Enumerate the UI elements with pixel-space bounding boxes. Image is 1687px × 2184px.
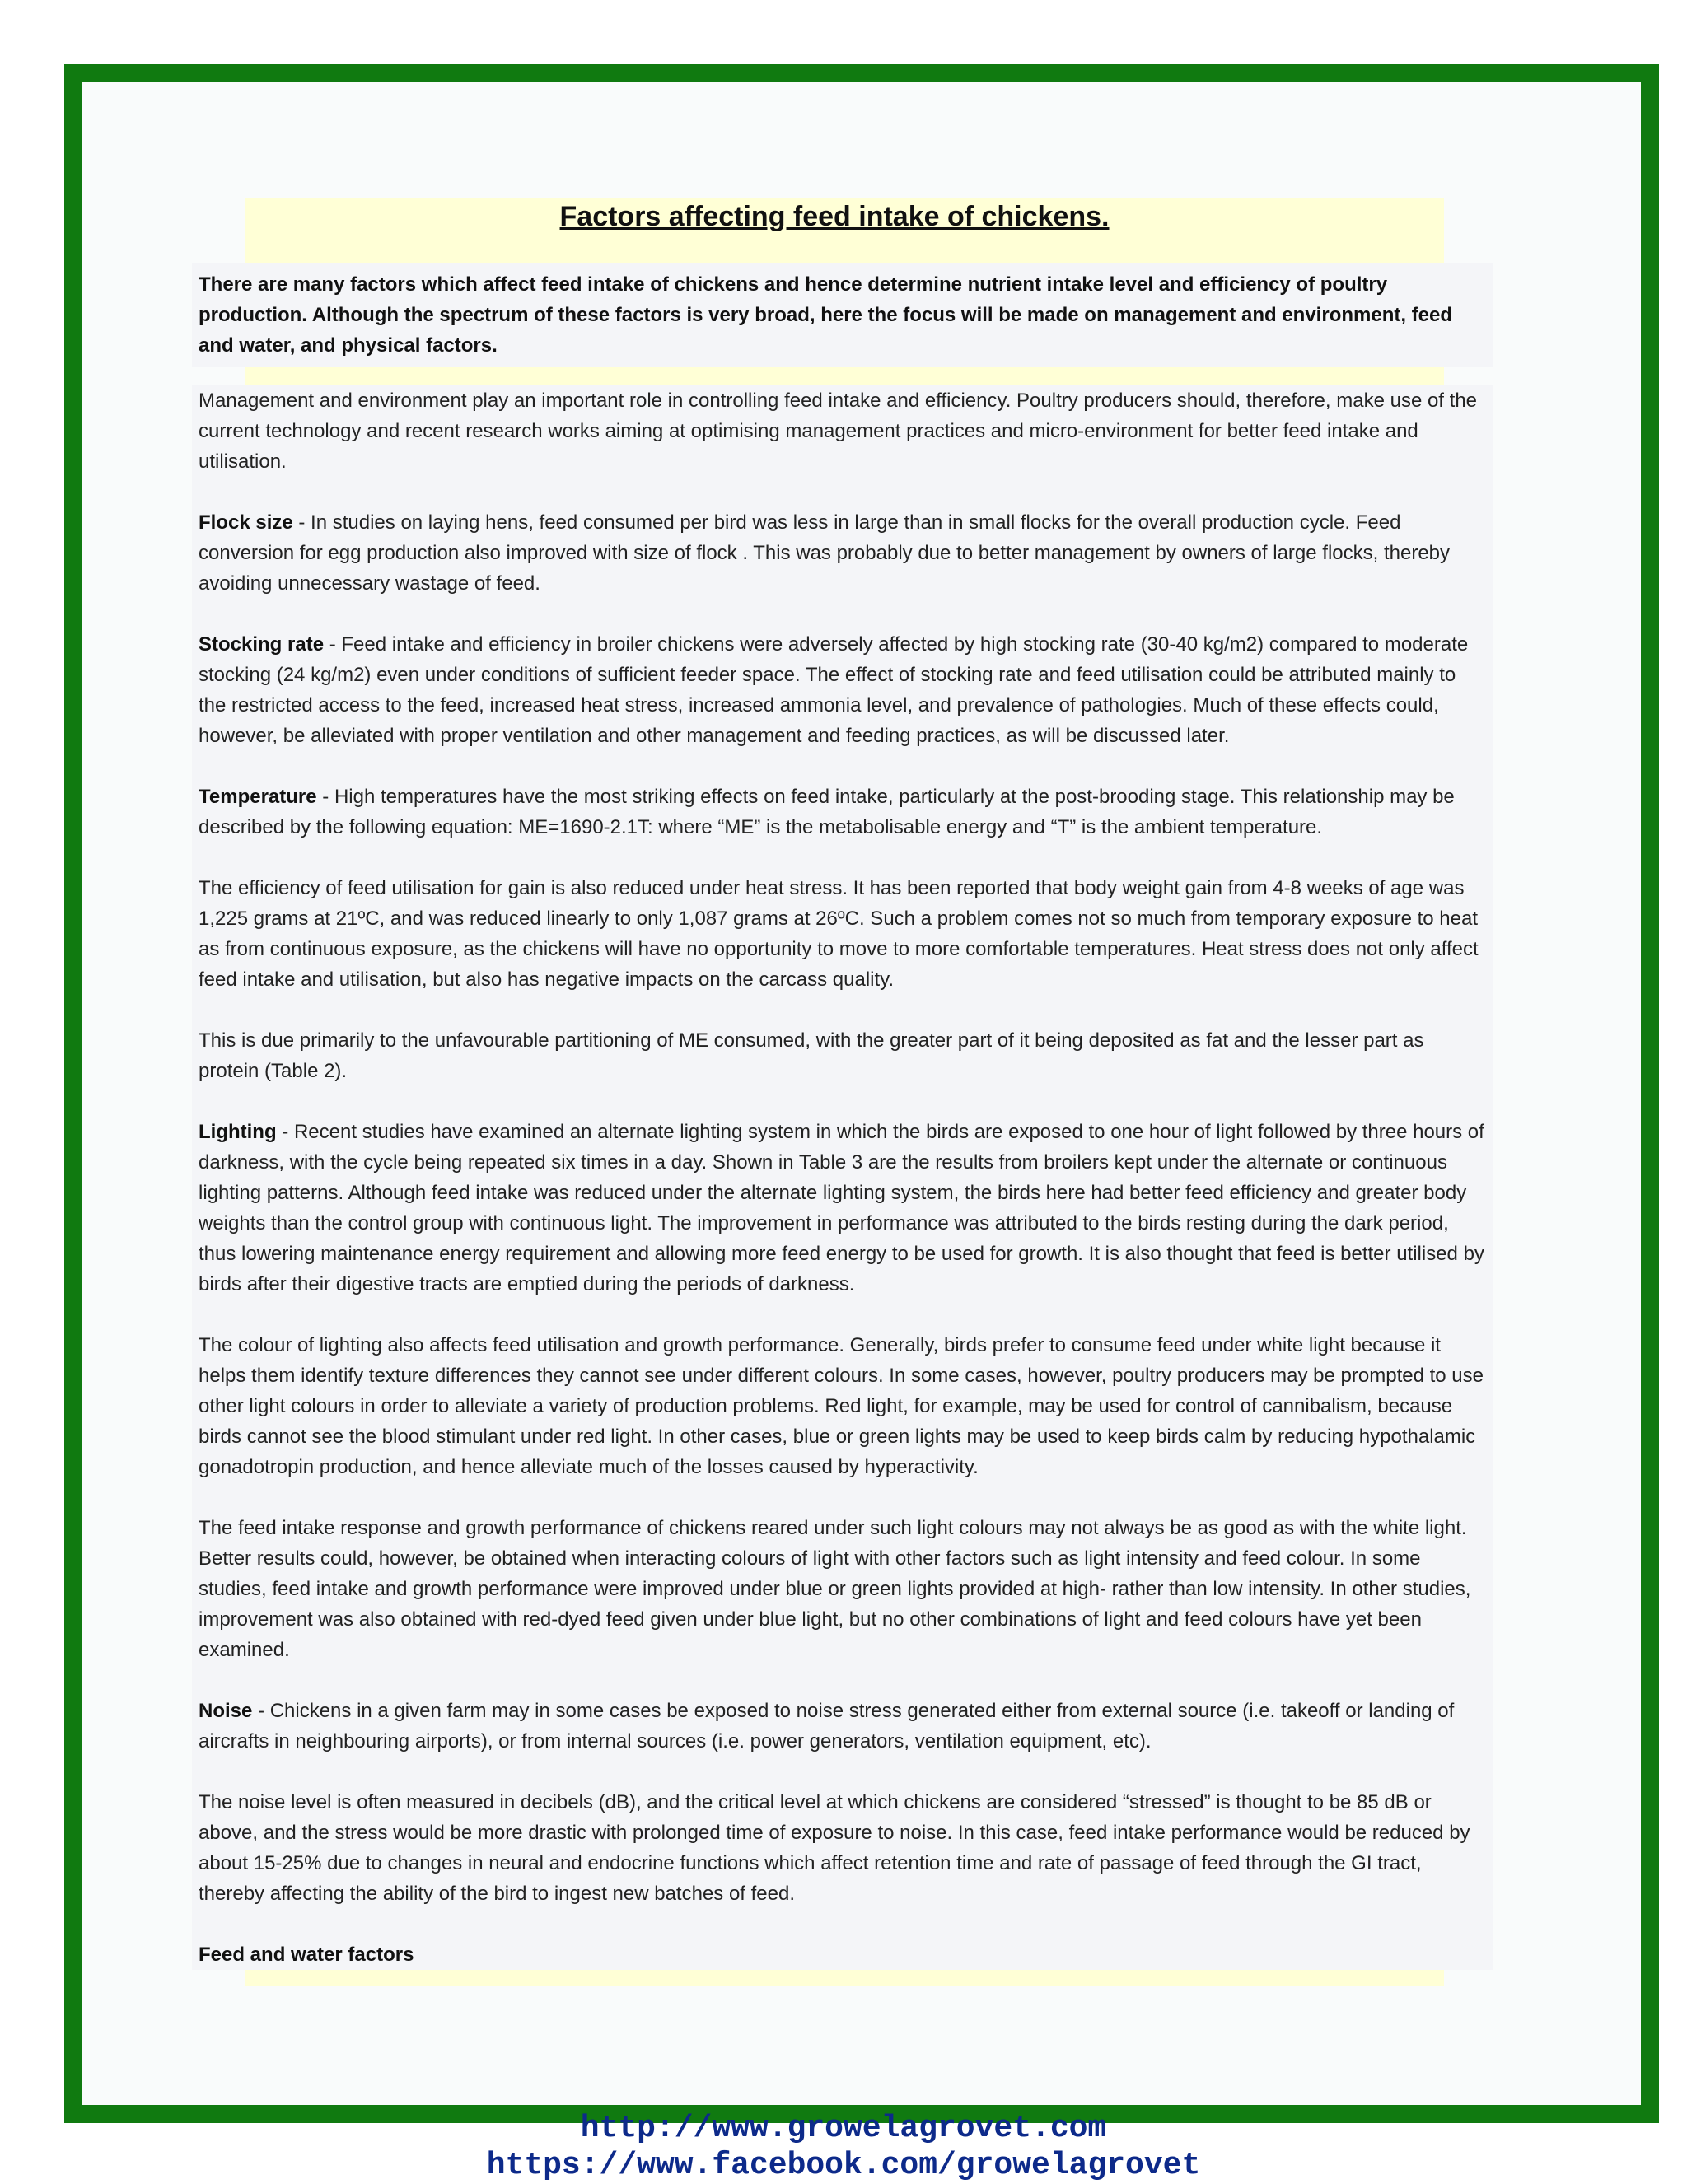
noise-label: Noise — [199, 1700, 253, 1722]
temperature-label: Temperature — [199, 786, 317, 808]
spacer — [192, 599, 1493, 629]
spacer — [192, 842, 1493, 873]
lighting-label: Lighting — [199, 1121, 277, 1143]
flock-size-paragraph — [192, 507, 1493, 599]
facebook-link[interactable]: https://www.facebook.com/growelagrovet — [486, 2148, 1201, 2183]
light-colour-paragraph: The colour of lighting also affects feed utilisation and growth performance. Generally, birds prefer to consume feed under white light because it helps them identify texture differences they cannot see under different colours. In some cases, however, poultry producers may be prompted to use other light colours in order to alleviate a variety of production problems. Red light, for example, may be used for control of cannibalism, because birds cannot see the blood stimulant under red light. In other cases, blue or green lights may be used to keep birds calm by reducing hypothalamic gonadotropin production, and hence alleviate much of the losses caused by hyperactivity. — [192, 1330, 1493, 1482]
flock-size-text: - In studies on laying hens, feed consumed per bird was less in large than in small flocks for the overall production cycle. Feed conversion for egg production also improved with size of flock . This was probably due to better management by owners of large flocks, thereby avoiding unnecessary wastage of feed. — [199, 511, 1451, 595]
noise-paragraph — [192, 1696, 1493, 1757]
lighting-text: - Recent studies have examined an alternate lighting system in which the birds are exposed to one hour of light followed by three hours of darkness, with the cycle being repeated six times in a day. Shown in Table 3 are the results from broilers kept under the alternate or continuous lighting patterns. Although feed intake was reduced under the alternate lighting system, the birds here had better feed efficiency and greater body weights than the control group with continuous light. The improvement in performance was attributed to the birds resting during the dark period, thus lowering maintenance energy requirement and allowing more feed energy to be used for growth. It is also thought that feed is better utilised by birds after their digestive tracts are emptied during the periods of darkness. — [199, 1121, 1484, 1295]
spacer — [192, 1757, 1493, 1787]
noise-level-paragraph: The noise level is often measured in decibels (dB), and the critical level at which chickens are considered “stressed” is thought to be 85 dB or above, and the stress would be more drastic with prolonged time of exposure to noise. In this case, feed intake performance would be reduced by about 15-25% due to changes in neural and endocrine functions which affect retention time and rate of passage of feed through the GI tract, thereby affecting the ability of the bird to ingest new batches of feed. — [192, 1787, 1493, 1909]
stocking-rate-label: Stocking rate — [199, 633, 325, 656]
flock-size-label: Flock size — [199, 511, 293, 534]
management-paragraph: Management and environment play an important role in controlling feed intake and efficiency. Poultry producers should, therefore, make use of the current technology and recent research works aiming at optimising management practices and micro-environment for better feed intake and utilisation. — [192, 385, 1493, 477]
spacer — [192, 751, 1493, 782]
stocking-rate-text: - Feed intake and efficiency in broiler chickens were adversely affected by high stocking rate (30-40 kg/m2) compared to moderate stocking (24 kg/m2) even under conditions of sufficient feeder space. The effect of stocking rate and feed utilisation could be attributed mainly to the restricted access to the feed, increased heat stress, increased ammonia level, and prevalence of pathologies. Much of these effects could, however, be alleviated with proper ventilation and other management and feeding practices, as will be discussed later. — [199, 633, 1469, 747]
partitioning-paragraph: This is due primarily to the unfavourable partitioning of ME consumed, with the greater part of it being deposited as fat and the lesser part as protein (Table 2). — [192, 1025, 1493, 1086]
spacer — [192, 1086, 1493, 1117]
spacer — [192, 1909, 1493, 1939]
intro-paragraph: There are many factors which affect feed intake of chickens and hence determine nutrient intake level and efficiency of poultry production. Although the spectrum of these factors is very broad, here the focus will be made on management and environment, feed and water, and physical factors. — [192, 263, 1493, 367]
stocking-rate-paragraph — [192, 629, 1493, 751]
noise-text: - Chickens in a given farm may in some cases be exposed to noise stress generated either from external source (i.e. takeoff or landing of aircrafts in neighbouring airports), or from internal sources (i.e. power generators, ventilation equipment, etc). — [199, 1700, 1455, 1752]
spacer — [192, 1482, 1493, 1513]
spacer — [192, 1665, 1493, 1696]
feed-water-heading: Feed and water factors — [192, 1939, 1493, 1970]
article-body — [192, 198, 1493, 1966]
temperature-paragraph — [192, 782, 1493, 842]
heat-stress-paragraph: The efficiency of feed utilisation for gain is also reduced under heat stress. It has been reported that body weight gain from 4-8 weeks of age was 1,225 grams at 21ºC, and was reduced linearly to only 1,087 grams at 26ºC. Such a problem comes not so much from temporary exposure to heat as from continuous exposure, as the chickens will have no opportunity to move to more comfortable temperatures. Heat stress does not only affect feed intake and utilisation, but also has negative impacts on the carcass quality. — [192, 873, 1493, 995]
spacer — [192, 477, 1493, 507]
light-response-paragraph: The feed intake response and growth performance of chickens reared under such light colours may not always be as good as with the white light. Better results could, however, be obtained when interacting colours of light with other factors such as light intensity and feed colour. In some studies, feed intake and growth performance were improved under blue or green lights provided at high- rather than low intensity. In other studies, improvement was also obtained with red-dyed feed given under blue light, but no other combinations of light and feed colours have yet been examined. — [192, 1513, 1493, 1665]
spacer — [192, 995, 1493, 1025]
page-title: Factors affecting feed intake of chickens. — [559, 201, 1110, 232]
spacer — [192, 367, 1493, 385]
lighting-paragraph — [192, 1117, 1493, 1300]
spacer — [192, 1300, 1493, 1330]
website-link[interactable]: http://www.growelagrovet.com — [580, 2111, 1107, 2146]
temperature-text: - High temperatures have the most striking effects on feed intake, particularly at the post-brooding stage. This relationship may be described by the following equation: ME=1690-2.1T: where “ME” is the metabolisable energy and “T” is the ambient temperature. — [199, 786, 1455, 838]
